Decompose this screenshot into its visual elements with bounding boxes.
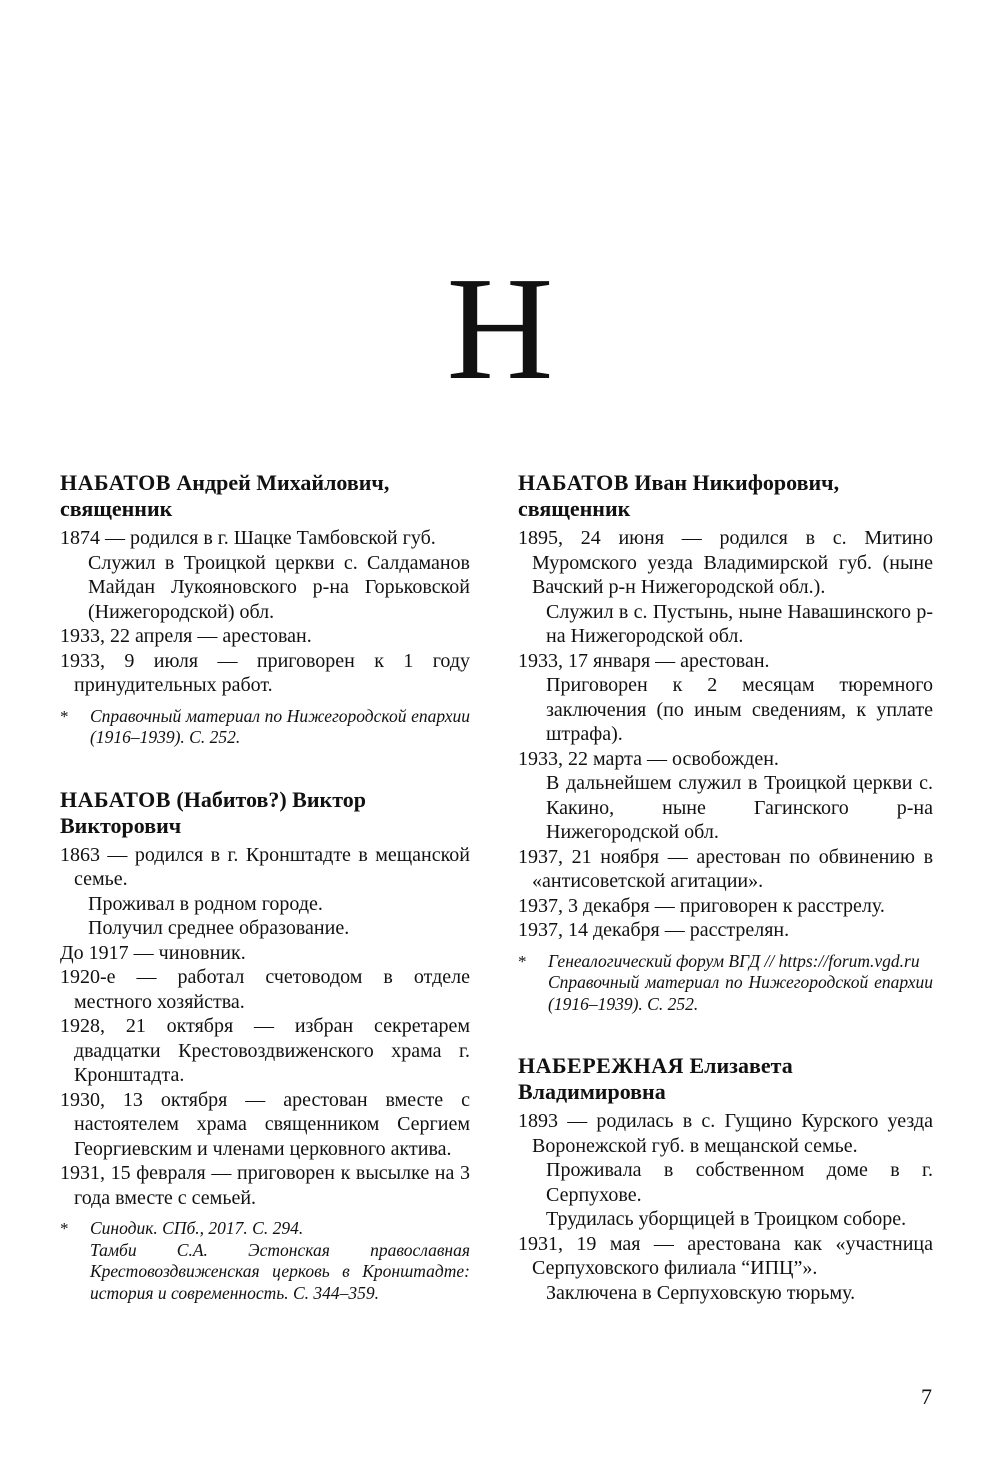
entry-naberezhnaya-elizaveta <box>518 1053 933 1305</box>
event-text: освобожден. <box>672 747 779 770</box>
entry-event: 1895, 24 июня — родился в с. Митино Муромского уезда Владимирской губ. (ныне Вачский р-н Нижегородской обл.). <box>518 527 933 598</box>
source-text: Справочный материал по Нижегородской епархии (1916–1939). С. 252. <box>90 705 470 747</box>
event-date: 1930, 13 октября <box>60 1088 228 1111</box>
event-date: 1931, 19 мая <box>518 1232 641 1255</box>
entry-event: 1920-е — работал счетоводом в отделе местного хозяйства. <box>60 966 470 1013</box>
entry-heading <box>518 470 933 522</box>
entry-heading <box>60 470 470 522</box>
entry-surname: НАБАТОВ <box>518 470 629 495</box>
event-date: 1893 <box>518 1110 558 1132</box>
entry-source <box>518 972 933 1015</box>
entry-event: До 1917 — чиновник. <box>60 941 246 964</box>
entry-event: 1933, 17 января — арестован. <box>518 649 770 672</box>
event-text: расстрелян. <box>689 919 790 941</box>
entry-nabatov-ivan <box>518 470 933 1015</box>
entry-event: 1874 — родился в г. Шацке Тамбовской губ. <box>60 527 436 549</box>
entry-nabatov-andrei <box>60 470 470 749</box>
entry-note: Служил в с. Пустынь, ныне Навашинского р-на Нижегородской обл. <box>546 600 933 647</box>
source-text: Генеалогический форум ВГД // https://forum.vgd.ru <box>548 950 920 971</box>
event-text: приговорен к расстрелу. <box>679 894 885 917</box>
event-date: 1937, 14 декабря <box>518 919 660 941</box>
event-text: приговорен к высылке на 3 года вместе с семьей. <box>74 1162 471 1209</box>
entry-name: (Набитов?) Виктор Викторович <box>60 786 366 838</box>
entry-event: 1937, 3 декабря — приговорен к расстрелу. <box>518 894 885 917</box>
entry-heading <box>518 1053 933 1105</box>
entry-event: 1933, 22 апреля — арестован. <box>60 625 312 647</box>
event-text: работал счетоводом в отделе местного хозяйства. <box>74 966 470 1013</box>
event-date: 1937, 21 ноября <box>518 845 660 868</box>
section-letter: Н <box>446 247 554 411</box>
event-text: родился в с. Митино Муромского уезда Владимирской губ. (ныне Вачский р-н Нижегородской обл.). <box>532 527 933 598</box>
event-text: арестован вместе с настоятелем храма священником Сергием Георгиевским и членами церковного актива. <box>74 1088 470 1160</box>
event-date: 1933, 22 апреля <box>60 625 193 647</box>
entry-note: Заключена в Серпуховскую тюрьму. <box>546 1281 856 1304</box>
left-column <box>60 470 470 1342</box>
entry-note: В дальнейшем служил в Троицкой церкви с. Какино, ныне Гагинского р-на Нижегородской обл. <box>546 772 933 843</box>
entry-event: 1937, 14 декабря — расстрелян. <box>518 919 790 941</box>
entry-note: Приговорен к 2 месяцам тюремного заключения (по иным сведениям, к уплате штрафа). <box>546 674 933 745</box>
entry-event: 1933, 9 июля — приговорен к 1 году принудительных работ. <box>60 649 471 696</box>
event-date: 1933, 9 июля <box>60 649 199 672</box>
entry-event: 1930, 13 октября — арестован вместе с настоятелем храма священником Сергием Георгиевским и членами церковного актива. <box>60 1088 470 1160</box>
event-date: 1931, 15 февраля <box>60 1162 206 1184</box>
entry-event: 1937, 21 ноября — арестован по обвинению в «антисоветской агитации». <box>518 845 934 892</box>
entry-source <box>60 1240 470 1305</box>
entry-note: Проживала в собственном доме в г. Серпухове. <box>546 1159 933 1206</box>
event-text: родился в г. Кронштадте в мещанской семье. <box>74 843 471 890</box>
asterisk-icon: * <box>60 706 69 726</box>
event-date: До 1917 <box>60 941 129 964</box>
event-text: арестована как «участница Серпуховского филиала “ИПЦ”». <box>532 1232 933 1279</box>
entry-event: 1931, 19 мая — арестована как «участница Серпуховского филиала “ИПЦ”». <box>518 1232 933 1279</box>
entry-name: Иван Никифорович, священник <box>518 470 840 521</box>
entry-surname: НАБЕРЕЖНАЯ <box>518 1053 684 1078</box>
entry-note: Служил в Троицкой церкви с. Салдаманов Майдан Лукояновского р-на Горьковской (Нижегородской) обл. <box>88 551 470 623</box>
entry-note: Получил среднее образование. <box>88 917 350 939</box>
event-text: арестован по обвинению в «антисоветской агитации». <box>532 845 934 892</box>
asterisk-icon: * <box>518 951 527 971</box>
entry-event: 1863 — родился в г. Кронштадте в мещанской семье. <box>60 843 471 890</box>
asterisk-icon: * <box>60 1219 69 1238</box>
entry-source <box>60 1218 470 1240</box>
right-column <box>518 470 933 1343</box>
entry-event: 1893 — родилась в с. Гущино Курского уезда Воронежской губ. в мещанской семье. <box>518 1110 934 1157</box>
event-date: 1933, 17 января <box>518 649 651 672</box>
entry-surname: НАБАТОВ <box>60 470 171 495</box>
event-text: родилась в с. Гущино Курского уезда Воронежской губ. в мещанской семье. <box>532 1110 934 1157</box>
entry-surname: НАБАТОВ <box>60 786 171 812</box>
event-date: 1895, 24 июня <box>518 527 665 549</box>
entry-event: 1928, 21 октября — избран секретарем двадцатки Крестовоздвиженского храма г. Кронштадта. <box>60 1015 470 1086</box>
page-number: 7 <box>921 1384 932 1409</box>
event-text: приговорен к 1 году принудительных работ. <box>74 649 471 696</box>
event-date: 1920-е <box>60 966 116 988</box>
entry-note: Проживал в родном городе. <box>88 892 323 915</box>
entry-nabatov-viktor <box>60 787 470 1305</box>
entry-name: Андрей Михайлович, священник <box>60 470 390 521</box>
entry-event: 1931, 15 февраля — приговорен к высылке на 3 года вместе с семьей. <box>60 1162 471 1209</box>
source-text: Справочный материал по Нижегородской епархии (1916–1939). С. 252. <box>548 972 933 1014</box>
entry-note: Трудилась уборщицей в Троицком соборе. <box>546 1208 907 1230</box>
event-text: арестован. <box>680 649 770 672</box>
entry-heading <box>60 787 470 839</box>
event-text: избран секретарем двадцатки Крестовоздвиженского храма г. Кронштадта. <box>74 1015 470 1086</box>
source-text: Синодик. СПб., 2017. С. 294. <box>90 1218 304 1238</box>
event-date: 1874 <box>60 527 100 549</box>
entry-name: Елизавета Владимировна <box>518 1053 793 1104</box>
entry-source <box>518 951 933 973</box>
event-text: родился в г. Шацке Тамбовской губ. <box>130 527 436 549</box>
event-text: чиновник. <box>158 941 246 964</box>
event-date: 1928, 21 октября <box>60 1015 234 1037</box>
event-date: 1937, 3 декабря <box>518 894 650 917</box>
event-date: 1863 <box>60 843 100 866</box>
entry-source <box>60 706 470 749</box>
entry-event: 1933, 22 марта — освобожден. <box>518 747 779 770</box>
source-text: Тамби С.А. Эстонская православная Крестовоздвиженская церковь в Кронштадте: история и современность. С. 344–359. <box>90 1239 470 1303</box>
event-text: арестован. <box>222 625 312 647</box>
event-date: 1933, 22 марта <box>518 747 642 770</box>
